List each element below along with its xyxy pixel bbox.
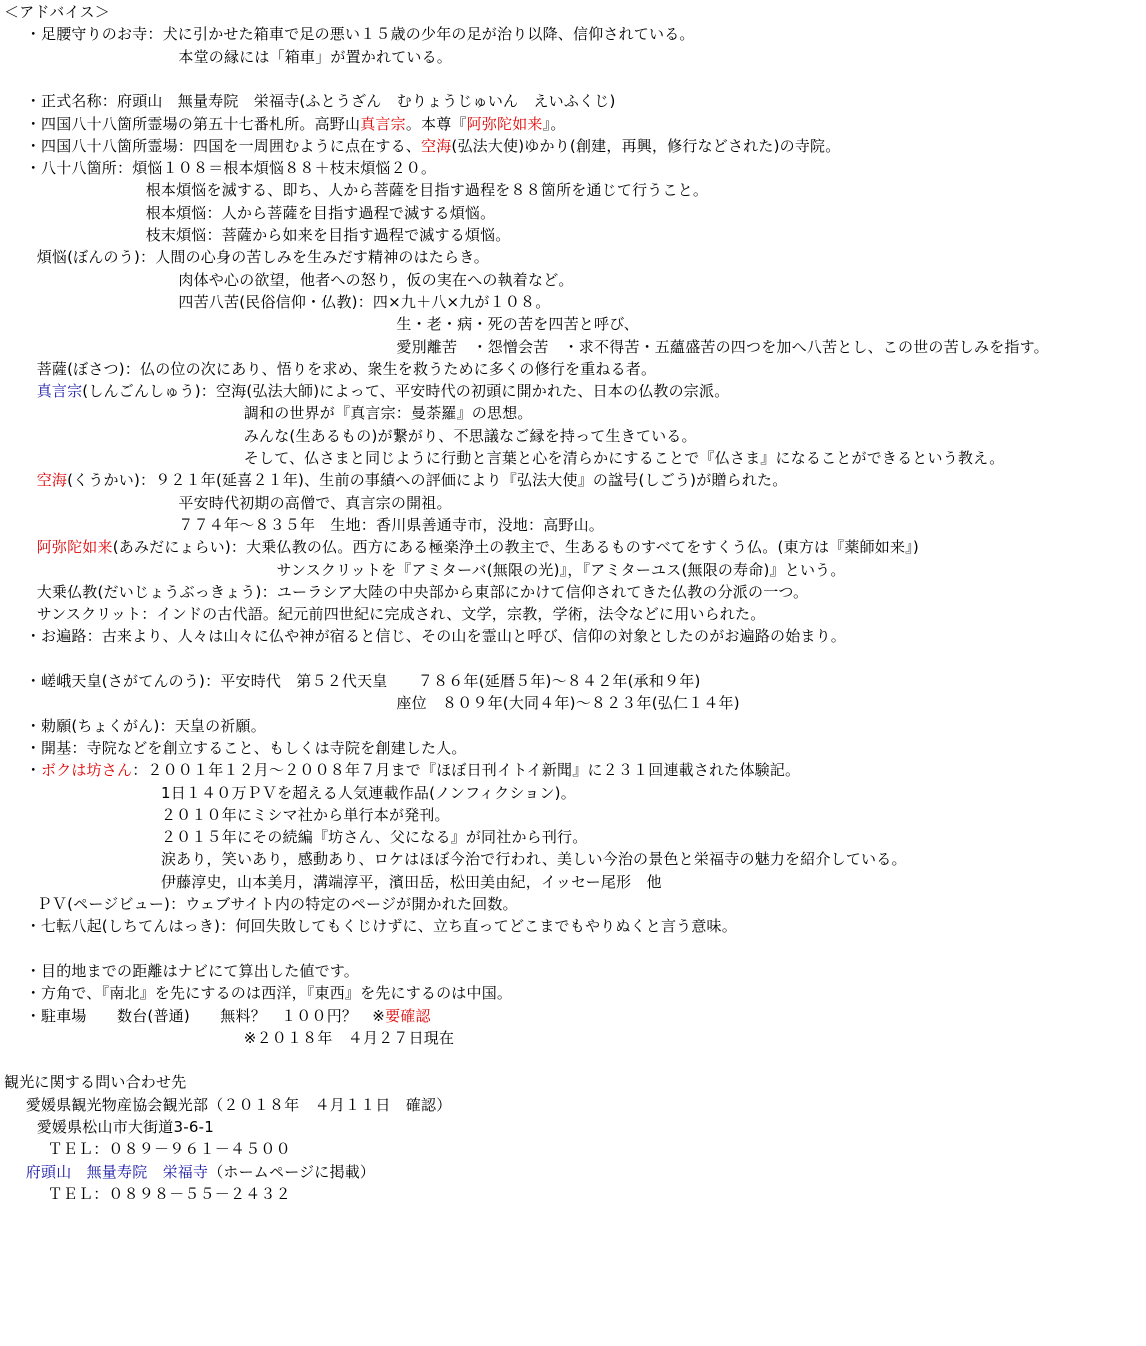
- text-segment: 大乗仏教(だいじょうぶっきょう)：ユーラシア大陸の中央部から東部にかけて信仰されてきた仏教の分派の一つ。: [36, 582, 809, 601]
- text-segment: 伊藤淳史，山本美月，溝端淳平，濱田岳，松田美由紀，イッセー尾形 他: [160, 872, 662, 891]
- text-segment: ・方角で、『南北』を先にするのは西洋，『東西』を先にするのは中国。: [25, 984, 513, 1003]
- text-segment: (あみだにょらい)：大乗仏教の仏。西方にある極楽浄土の教主で、生あるものすべてをすくう仏。(東方は『薬師如来』): [112, 538, 919, 557]
- highlighted-term: 空海: [36, 471, 68, 490]
- text-line-l41: [26, 960, 359, 982]
- text-segment: 本堂の縁には「箱車」が置かれている。: [178, 47, 452, 66]
- text-segment: そして、仏さまと同じように行動と言葉と心を清らかにすることで『仏さま』になることができるという教え。: [243, 449, 1005, 467]
- highlighted-term: 阿弥陀如来: [36, 538, 113, 557]
- text-segment: 生・老・病・死の苦を四苦と呼び、: [396, 315, 639, 334]
- text-segment: 愛媛県観光物産協会観光部（２０１８年 ４月１１日 確認）: [25, 1095, 452, 1114]
- text-line-l09: [146, 202, 496, 224]
- text-line-l15: [396, 336, 1048, 358]
- text-segment: 煩悩(ぼんのう)：人間の心身の苦しみを生みだす精神のはたらき。: [36, 248, 489, 267]
- text-segment: 涙あり，笑いあり，感動あり、ロケはほぼ今治で行われ、美しい今治の景色と栄福寺の魅力を紹介している。: [160, 850, 907, 869]
- text-segment: ＰＶ(ページビュー)：ウェブサイト内の特定のページが開かれた回数。: [36, 895, 518, 913]
- text-segment: ２０１０年にミシマ社から単行本が発刊。: [160, 805, 450, 824]
- highlighted-term: 真言宗: [360, 114, 406, 133]
- text-segment: ・足腰守りのお寺：犬に引かせた箱車で足の悪い１５歳の少年の足が治り以降、信仰されている。: [25, 25, 695, 44]
- text-line-l33: [26, 759, 800, 781]
- text-segment: 根本煩悩を滅する、即ち、人から菩薩を目指す過程を８８箇所を通じて行うこと。: [145, 181, 709, 200]
- text-line-l08: [146, 179, 708, 201]
- text-segment: 平安時代初期の高僧で、真言宗の開祖。: [178, 493, 452, 512]
- highlighted-term: 阿弥陀如来: [466, 114, 543, 133]
- text-segment: ・四国八十八箇所霊場の第五十七番札所。高野山: [25, 114, 361, 133]
- text-segment: 肉体や心の欲望，他者への怒り，仮の実在への執着など。: [178, 270, 574, 289]
- text-line-l16: [37, 358, 657, 380]
- highlighted-term: 要確認: [385, 1006, 431, 1025]
- highlighted-term: ボクは坊さん: [41, 761, 133, 780]
- highlighted-term: 府頭山 無量寿院 栄福寺: [25, 1162, 209, 1181]
- text-line-l28: [26, 625, 846, 647]
- text-segment: (しんごんしゅう)：空海(弘法大師)によって、平安時代の初頭に開かれた、日本の仏教の宗派。: [82, 382, 730, 401]
- text-line-l45: [4, 1071, 186, 1093]
- text-line-l32: [26, 737, 467, 759]
- text-line-l49: [26, 1161, 375, 1183]
- text-line-l05: [26, 113, 566, 135]
- text-segment: 観光に関する問い合わせ先: [4, 1073, 187, 1092]
- text-segment: 愛別離苦 ・怨憎会苦 ・求不得苦・五蘊盛苦の四つを加へ八苦とし、この世の苦しみを指す。: [396, 337, 1049, 356]
- text-line-l10: [146, 224, 511, 246]
- text-segment: ＴＥＬ：０８９８－５５－２４３２: [47, 1184, 291, 1203]
- text-line-l07: [26, 157, 436, 179]
- text-segment: 』。: [542, 114, 566, 133]
- text-segment: ・正式名称：府頭山 無量寿院 栄福寺(ふとうざん むりょうじゅいん えいふくじ): [25, 92, 616, 111]
- text-line-l27: [37, 603, 766, 625]
- text-segment: ・勅願(ちょくがん)：天皇の祈願。: [25, 716, 266, 735]
- highlighted-term: 空海: [421, 136, 452, 155]
- text-line-l06: [26, 135, 841, 157]
- text-segment: 。本尊『: [405, 114, 467, 133]
- highlighted-term: 真言宗: [36, 382, 83, 401]
- text-line-l13: [178, 291, 550, 313]
- text-segment: みんな(生あるもの)が繋がり、不思議なご縁を持って生きている。: [243, 426, 697, 445]
- text-segment: ・駐車場 数台(普通) 無料？ １００円？ ※: [25, 1006, 386, 1025]
- text-segment: ・: [25, 761, 41, 780]
- text-segment: 根本煩悩：人から菩薩を目指す過程で滅する煩悩。: [145, 203, 496, 222]
- text-line-l46: [26, 1094, 452, 1116]
- text-line-l34: [161, 782, 576, 804]
- text-segment: ２０１５年にその続編『坊さん、父になる』が同社から刊行。: [160, 828, 588, 847]
- text-segment: （ホームページに掲載）: [208, 1162, 376, 1181]
- text-segment: 四苦八苦(民俗信仰・仏教)：四×九＋八×九が１０８。: [178, 292, 551, 311]
- text-segment: 愛媛県松山市大街道3-6-1: [36, 1118, 214, 1136]
- text-segment: ：２００１年１２月～２００８年７月まで『ほぼ日刊イトイ新聞』に２３１回連載された体験記。: [132, 761, 801, 780]
- text-segment: ・開基：寺院などを創立すること、もしくは寺院を創建した人。: [25, 738, 467, 757]
- text-segment: (くうかい)：９２１年(延喜２１年)、生前の事績への評価により『弘法大使』の諡号(しごう)が贈られた。: [67, 471, 788, 490]
- text-line-l21: [37, 469, 788, 491]
- text-line-l38: [161, 871, 662, 893]
- text-line-l17: [37, 380, 730, 402]
- text-segment: ・七転八起(しちてんはっき)：何回失敗してもくじけずに、立ち直ってどこまでもやりぬくと言う意味。: [25, 917, 737, 936]
- text-line-l04: [26, 90, 616, 112]
- text-segment: 1日１４０万ＰＶを超える人気連載作品(ノンフィクション)。: [160, 783, 576, 802]
- text-segment: サンスクリット：インドの古代語。紀元前四世紀に完成され、文学，宗教，学術，法令などに用いられた。: [36, 605, 766, 624]
- text-line-l44: [244, 1027, 454, 1049]
- text-line-l03: [178, 46, 452, 68]
- text-line-l47: [37, 1116, 214, 1138]
- text-segment: ・嵯峨天皇(さがてんのう)：平安時代 第５２代天皇 ７８６年(延暦５年)～８４２年(承和９年): [25, 672, 701, 690]
- text-segment: ＜アドバイス＞: [4, 3, 110, 21]
- text-segment: 調和の世界が『真言宗：曼荼羅』の思想。: [243, 404, 533, 423]
- text-line-l23: [178, 514, 604, 536]
- text-segment: ＴＥＬ：０８９－９６１－４５００: [47, 1140, 291, 1159]
- text-segment: ・四国八十八箇所霊場：四国を一周囲むように点在する、: [25, 136, 421, 155]
- text-line-l02: [26, 23, 695, 45]
- text-line-l40: [26, 915, 737, 937]
- text-line-l43: [26, 1005, 431, 1027]
- text-line-l22: [178, 492, 451, 514]
- text-segment: ・お遍路：古来より、人々は山々に仏や神が宿ると信じ、その山を霊山と呼び、信仰の対象としたのがお遍路の始まり。: [25, 627, 847, 646]
- text-line-l35: [161, 804, 450, 826]
- text-line-l01: [4, 1, 110, 23]
- text-line-l12: [178, 269, 573, 291]
- text-line-l24: [37, 536, 919, 558]
- text-line-l50: [48, 1183, 291, 1205]
- text-segment: 枝末煩悩：菩薩から如来を目指す過程で滅する煩悩。: [145, 226, 511, 244]
- text-line-l29: [26, 670, 701, 692]
- text-line-l18: [244, 402, 533, 424]
- text-segment: (弘法大使)ゆかり(創建，再興，修行などされた)の寺院。: [451, 136, 841, 155]
- text-segment: 菩薩(ぼさつ)：仏の位の次にあり、悟りを求め、衆生を救うために多くの修行を重ねる者。: [36, 359, 657, 378]
- text-line-l20: [244, 447, 1005, 469]
- text-line-l37: [161, 848, 907, 870]
- text-line-l19: [244, 425, 697, 447]
- text-segment: ※２０１８年 ４月２７日現在: [243, 1028, 455, 1047]
- text-segment: ７７４年～８３５年 生地：香川県善通寺市，没地：高野山。: [178, 515, 604, 534]
- text-line-l36: [161, 826, 588, 848]
- text-line-l39: [37, 893, 518, 915]
- text-line-l11: [37, 246, 489, 268]
- text-line-l30: [396, 692, 739, 714]
- text-line-l48: [48, 1138, 291, 1160]
- text-segment: 座位 ８０９年(大同４年)～８２３年(弘仁１４年): [396, 694, 740, 713]
- text-segment: ・目的地までの距離はナビにて算出した値です。: [25, 961, 359, 980]
- text-line-l26: [37, 581, 809, 603]
- text-segment: サンスクリットを『アミターバ(無限の光)』，『アミターユス(無限の寿命)』という。: [276, 560, 846, 579]
- text-line-l25: [277, 559, 846, 581]
- text-line-l14: [396, 313, 639, 335]
- text-segment: ・八十八箇所：煩悩１０８＝根本煩悩８８＋枝末煩悩２０。: [25, 159, 437, 178]
- text-line-l42: [26, 982, 512, 1004]
- text-line-l31: [26, 715, 266, 737]
